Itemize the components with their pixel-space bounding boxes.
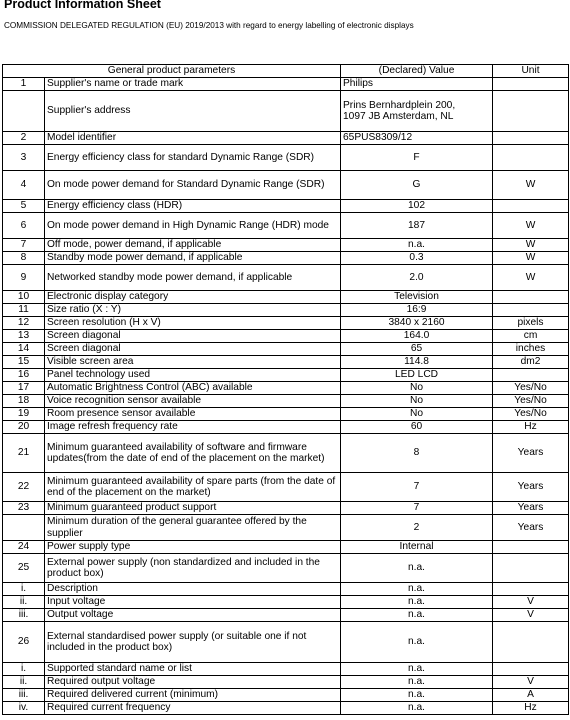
table-row bbox=[3, 395, 569, 408]
row-number: 13 bbox=[3, 330, 45, 343]
row-unit: pixels bbox=[493, 317, 569, 330]
row-unit bbox=[493, 541, 569, 554]
row-unit bbox=[493, 304, 569, 317]
row-number: 20 bbox=[3, 421, 45, 434]
table-body bbox=[3, 78, 569, 715]
row-number: 2 bbox=[3, 132, 45, 145]
row-unit: Years bbox=[493, 502, 569, 515]
row-unit bbox=[493, 291, 569, 304]
product-parameters-table bbox=[2, 64, 569, 715]
table-row bbox=[3, 369, 569, 382]
row-value: 2 bbox=[341, 515, 493, 541]
row-parameter: On mode power demand in High Dynamic Range (HDR) mode bbox=[45, 213, 341, 239]
row-number: 22 bbox=[3, 473, 45, 502]
row-parameter: Supported standard name or list bbox=[45, 663, 341, 676]
row-unit: V bbox=[493, 676, 569, 689]
table-row bbox=[3, 330, 569, 343]
table-row bbox=[3, 132, 569, 145]
table-row bbox=[3, 91, 569, 132]
row-parameter: Visible screen area bbox=[45, 356, 341, 369]
row-unit bbox=[493, 91, 569, 132]
row-number: 7 bbox=[3, 239, 45, 252]
row-number: 8 bbox=[3, 252, 45, 265]
table-row bbox=[3, 434, 569, 473]
row-unit: cm bbox=[493, 330, 569, 343]
regulation-subtitle: COMMISSION DELEGATED REGULATION (EU) 2019/2013 with regard to energy labelling of electronic displays bbox=[4, 21, 414, 30]
row-value: 164.0 bbox=[341, 330, 493, 343]
row-unit: Hz bbox=[493, 421, 569, 434]
row-number: 12 bbox=[3, 317, 45, 330]
row-parameter: Image refresh frequency rate bbox=[45, 421, 341, 434]
row-number: 10 bbox=[3, 291, 45, 304]
row-parameter: Supplier's address bbox=[45, 91, 341, 132]
row-parameter: External power supply (non standardized and included in the product box) bbox=[45, 554, 341, 583]
table-row bbox=[3, 473, 569, 502]
row-parameter: Automatic Brightness Control (ABC) available bbox=[45, 382, 341, 395]
row-number: 3 bbox=[3, 145, 45, 171]
row-value: G bbox=[341, 171, 493, 200]
row-parameter: Minimum guaranteed product support bbox=[45, 502, 341, 515]
row-unit: W bbox=[493, 252, 569, 265]
row-number: i. bbox=[3, 583, 45, 596]
row-number: 6 bbox=[3, 213, 45, 239]
row-unit: W bbox=[493, 213, 569, 239]
row-value: n.a. bbox=[341, 554, 493, 583]
row-value: n.a. bbox=[341, 609, 493, 622]
row-unit: V bbox=[493, 596, 569, 609]
row-value: Television bbox=[341, 291, 493, 304]
row-number: 14 bbox=[3, 343, 45, 356]
row-parameter: On mode power demand for Standard Dynamic Range (SDR) bbox=[45, 171, 341, 200]
table-row bbox=[3, 609, 569, 622]
table-row bbox=[3, 676, 569, 689]
row-value: 8 bbox=[341, 434, 493, 473]
row-value: 65 bbox=[341, 343, 493, 356]
table-row bbox=[3, 239, 569, 252]
row-parameter: Supplier's name or trade mark bbox=[45, 78, 341, 91]
row-number: iii. bbox=[3, 609, 45, 622]
row-parameter: Networked standby mode power demand, if applicable bbox=[45, 265, 341, 291]
row-unit bbox=[493, 663, 569, 676]
table-row bbox=[3, 213, 569, 239]
row-unit: Years bbox=[493, 434, 569, 473]
row-unit bbox=[493, 200, 569, 213]
row-value: 7 bbox=[341, 502, 493, 515]
row-value: 65PUS8309/12 bbox=[341, 132, 493, 145]
column-header-value: (Declared) Value bbox=[341, 65, 493, 78]
table-row bbox=[3, 304, 569, 317]
row-parameter: Required output voltage bbox=[45, 676, 341, 689]
table-row bbox=[3, 252, 569, 265]
row-parameter: Required delivered current (minimum) bbox=[45, 689, 341, 702]
row-parameter: Energy efficiency class for standard Dynamic Range (SDR) bbox=[45, 145, 341, 171]
column-header-unit: Unit bbox=[493, 65, 569, 78]
row-number: 21 bbox=[3, 434, 45, 473]
row-parameter: Description bbox=[45, 583, 341, 596]
row-number: iii. bbox=[3, 689, 45, 702]
row-parameter: Off mode, power demand, if applicable bbox=[45, 239, 341, 252]
table-row bbox=[3, 356, 569, 369]
row-unit: Yes/No bbox=[493, 395, 569, 408]
row-number: ii. bbox=[3, 676, 45, 689]
row-number: 1 bbox=[3, 78, 45, 91]
table-row bbox=[3, 200, 569, 213]
row-value: 114.8 bbox=[341, 356, 493, 369]
row-value: F bbox=[341, 145, 493, 171]
row-parameter: Screen diagonal bbox=[45, 343, 341, 356]
table-row bbox=[3, 317, 569, 330]
column-header-parameters: General product parameters bbox=[3, 65, 341, 78]
row-value: n.a. bbox=[341, 596, 493, 609]
row-unit bbox=[493, 145, 569, 171]
row-unit: Hz bbox=[493, 702, 569, 715]
row-value: No bbox=[341, 382, 493, 395]
table-row bbox=[3, 541, 569, 554]
row-number: 11 bbox=[3, 304, 45, 317]
row-parameter: Size ratio (X : Y) bbox=[45, 304, 341, 317]
table-row bbox=[3, 583, 569, 596]
row-parameter: Room presence sensor available bbox=[45, 408, 341, 421]
table-row bbox=[3, 689, 569, 702]
row-parameter: Screen resolution (H x V) bbox=[45, 317, 341, 330]
row-unit: Years bbox=[493, 473, 569, 502]
row-number: 16 bbox=[3, 369, 45, 382]
row-number: 26 bbox=[3, 622, 45, 663]
row-parameter: Panel technology used bbox=[45, 369, 341, 382]
table-row bbox=[3, 515, 569, 541]
table-row bbox=[3, 343, 569, 356]
row-value: 0.3 bbox=[341, 252, 493, 265]
row-number bbox=[3, 515, 45, 541]
row-parameter: Output voltage bbox=[45, 609, 341, 622]
row-parameter: Minimum guaranteed availability of spare parts (from the date of end of the placement on the market) bbox=[45, 473, 341, 502]
row-parameter: Required current frequency bbox=[45, 702, 341, 715]
table-row bbox=[3, 145, 569, 171]
row-parameter: Minimum duration of the general guarantee offered by the supplier bbox=[45, 515, 341, 541]
row-parameter: Electronic display category bbox=[45, 291, 341, 304]
row-value: n.a. bbox=[341, 676, 493, 689]
table-row bbox=[3, 171, 569, 200]
row-number: 9 bbox=[3, 265, 45, 291]
row-parameter: External standardised power supply (or suitable one if not included in the product box) bbox=[45, 622, 341, 663]
row-value: n.a. bbox=[341, 239, 493, 252]
row-number: 24 bbox=[3, 541, 45, 554]
row-parameter: Voice recognition sensor available bbox=[45, 395, 341, 408]
row-number: 19 bbox=[3, 408, 45, 421]
table-row bbox=[3, 622, 569, 663]
row-number: iv. bbox=[3, 702, 45, 715]
row-number: 23 bbox=[3, 502, 45, 515]
row-unit bbox=[493, 554, 569, 583]
row-parameter: Energy efficiency class (HDR) bbox=[45, 200, 341, 213]
row-unit bbox=[493, 369, 569, 382]
row-number: 17 bbox=[3, 382, 45, 395]
row-parameter: Model identifier bbox=[45, 132, 341, 145]
row-number bbox=[3, 91, 45, 132]
row-unit: W bbox=[493, 171, 569, 200]
row-value: No bbox=[341, 408, 493, 421]
row-value: 7 bbox=[341, 473, 493, 502]
table-row bbox=[3, 291, 569, 304]
row-value: n.a. bbox=[341, 689, 493, 702]
row-parameter: Standby mode power demand, if applicable bbox=[45, 252, 341, 265]
table-row bbox=[3, 596, 569, 609]
row-number: ii. bbox=[3, 596, 45, 609]
row-unit: inches bbox=[493, 343, 569, 356]
row-value: n.a. bbox=[341, 622, 493, 663]
row-unit: Yes/No bbox=[493, 382, 569, 395]
row-value: n.a. bbox=[341, 583, 493, 596]
table-row bbox=[3, 663, 569, 676]
row-parameter: Minimum guaranteed availability of software and firmware updates(from the date of end of the placement on the market) bbox=[45, 434, 341, 473]
row-value: 60 bbox=[341, 421, 493, 434]
table-row bbox=[3, 502, 569, 515]
row-unit bbox=[493, 132, 569, 145]
row-unit: V bbox=[493, 609, 569, 622]
row-value: 2.0 bbox=[341, 265, 493, 291]
row-number: i. bbox=[3, 663, 45, 676]
row-unit: Yes/No bbox=[493, 408, 569, 421]
row-number: 5 bbox=[3, 200, 45, 213]
row-unit bbox=[493, 622, 569, 663]
row-number: 15 bbox=[3, 356, 45, 369]
row-number: 25 bbox=[3, 554, 45, 583]
row-value: LED LCD bbox=[341, 369, 493, 382]
table-row bbox=[3, 421, 569, 434]
row-value: 16:9 bbox=[341, 304, 493, 317]
row-value: 3840 x 2160 bbox=[341, 317, 493, 330]
row-value: No bbox=[341, 395, 493, 408]
row-unit: A bbox=[493, 689, 569, 702]
row-value: 102 bbox=[341, 200, 493, 213]
row-unit bbox=[493, 78, 569, 91]
table-row bbox=[3, 382, 569, 395]
row-value: n.a. bbox=[341, 702, 493, 715]
table-row bbox=[3, 408, 569, 421]
page-title: Product Information Sheet bbox=[4, 0, 161, 11]
table-row bbox=[3, 265, 569, 291]
row-unit: W bbox=[493, 239, 569, 252]
row-unit: W bbox=[493, 265, 569, 291]
row-value: 187 bbox=[341, 213, 493, 239]
table-row bbox=[3, 78, 569, 91]
row-parameter: Input voltage bbox=[45, 596, 341, 609]
row-parameter: Screen diagonal bbox=[45, 330, 341, 343]
table-row bbox=[3, 702, 569, 715]
row-value: Internal bbox=[341, 541, 493, 554]
table-row bbox=[3, 554, 569, 583]
row-value: Philips bbox=[341, 78, 493, 91]
table-header-row bbox=[3, 65, 569, 78]
row-value: Prins Bernhardplein 200, 1097 JB Amsterdam, NL bbox=[341, 91, 493, 132]
row-unit: Years bbox=[493, 515, 569, 541]
row-value: n.a. bbox=[341, 663, 493, 676]
row-unit bbox=[493, 583, 569, 596]
row-unit: dm2 bbox=[493, 356, 569, 369]
row-parameter: Power supply type bbox=[45, 541, 341, 554]
row-number: 4 bbox=[3, 171, 45, 200]
row-number: 18 bbox=[3, 395, 45, 408]
